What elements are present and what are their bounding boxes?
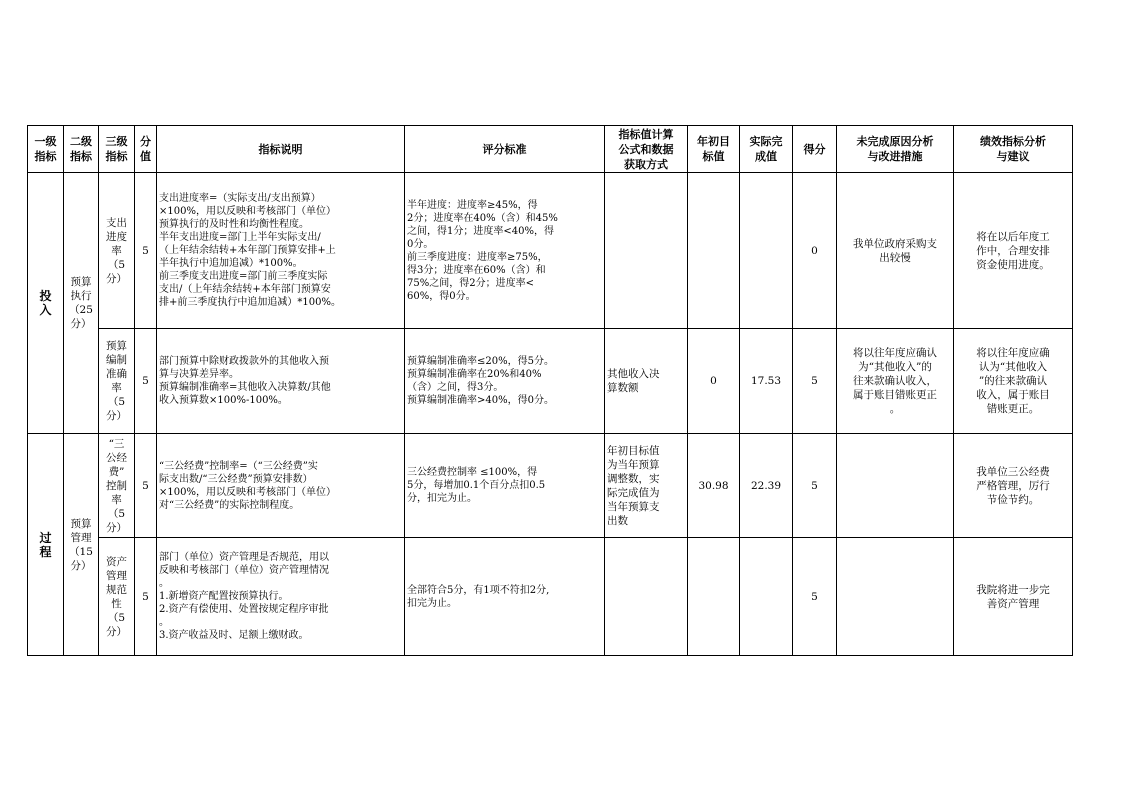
description-cell: 部门预算中除财政拨款外的其他收入预 算与决算差异率。 预算编制准确率=其他收入决算数/其他 收入预算数×100%-100%。 <box>157 329 405 434</box>
score-value-cell: 5 <box>135 329 157 434</box>
table-row <box>28 173 1073 329</box>
actual-cell: 17.53 <box>740 329 793 434</box>
header-score: 得分 <box>793 126 837 173</box>
description-cell: 支出进度率=（实际支出/支出预算） ×100%，用以反映和考核部门（单位） 预算执行的及时性和均衡性程度。 半年支出进度=部门上半年实际支出/ （上年结余结转+本年部门预算安排+上 半年执行中追加追减）*100%。 前三季度支出进度=部门前三季度实际 支出/（上年结余结转+本年部门预算安 排+前三季度执行中追加追减）*100%。 <box>157 173 405 329</box>
target-cell <box>688 173 740 329</box>
level3-cell: 预算 编制 准确 率 （5 分） <box>99 329 135 434</box>
criteria-cell: 全部符合5分，有1项不符扣2分, 扣完为止。 <box>405 538 605 656</box>
header-level3: 三级 指标 <box>99 126 135 173</box>
level2-cell: 预算 管理 （15 分） <box>64 434 99 656</box>
header-score-value: 分 值 <box>135 126 157 173</box>
level1-cell: 过 程 <box>28 434 64 656</box>
actual-cell: 22.39 <box>740 434 793 538</box>
target-cell: 0 <box>688 329 740 434</box>
header-description: 指标说明 <box>157 126 405 173</box>
criteria-cell: 预算编制准确率≤20%，得5分。 预算编制准确率在20%和40% （含）之间，得3分。 预算编制准确率>40%，得0分。 <box>405 329 605 434</box>
level3-cell: 支出 进度 率 （5 分） <box>99 173 135 329</box>
header-row <box>28 126 1073 173</box>
target-cell: 30.98 <box>688 434 740 538</box>
reason-cell: 我单位政府采购支 出较慢 <box>837 173 954 329</box>
description-cell: 部门（单位）资产管理是否规范，用以 反映和考核部门（单位）资产管理情况 。 1.新增资产配置按预算执行。 2.资产有偿使用、处置按规定程序审批 。 3.资产收益及时、足额上缴财政。 <box>157 538 405 656</box>
table-row <box>28 538 1073 656</box>
score-cell: 5 <box>793 538 837 656</box>
criteria-cell: 三公经费控制率 ≤100%，得 5分，每增加0.1个百分点扣0.5 分，扣完为止。 <box>405 434 605 538</box>
description-cell: “三公经费”控制率=（“三公经费”实 际支出数/“三公经费”预算安排数） ×100%，用以反映和考核部门（单位） 对“三公经费”的实际控制程度。 <box>157 434 405 538</box>
reason-cell: 将以往年度应确认 为“其他收入”的 往来款确认收入， 属于账目错账更正 。 <box>837 329 954 434</box>
header-level1: 一级 指标 <box>28 126 64 173</box>
header-criteria: 评分标准 <box>405 126 605 173</box>
suggestion-cell: 我院将进一步完 善资产管理 <box>954 538 1073 656</box>
table-row <box>28 329 1073 434</box>
score-value-cell: 5 <box>135 173 157 329</box>
formula-cell <box>605 538 688 656</box>
suggestion-cell: 将在以后年度工 作中，合理安排 资金使用进度。 <box>954 173 1073 329</box>
score-cell: 5 <box>793 434 837 538</box>
score-cell: 0 <box>793 173 837 329</box>
performance-table-sheet <box>27 125 1072 656</box>
header-target: 年初目 标值 <box>688 126 740 173</box>
score-value-cell: 5 <box>135 538 157 656</box>
header-actual: 实际完 成值 <box>740 126 793 173</box>
reason-cell <box>837 538 954 656</box>
header-reason: 未完成原因分析 与改进措施 <box>837 126 954 173</box>
level1-cell: 投 入 <box>28 173 64 434</box>
performance-evaluation-table <box>27 125 1073 656</box>
table-row <box>28 434 1073 538</box>
header-suggestion: 绩效指标分析 与建议 <box>954 126 1073 173</box>
target-cell <box>688 538 740 656</box>
suggestion-cell: 将以往年度应确 认为“其他收入 ”的往来款确认 收入，属于账目 错账更正。 <box>954 329 1073 434</box>
reason-cell <box>837 434 954 538</box>
level3-cell: “三 公经 费” 控制 率 （5 分） <box>99 434 135 538</box>
score-value-cell: 5 <box>135 434 157 538</box>
header-level2: 二级 指标 <box>64 126 99 173</box>
formula-cell: 其他收入决 算数额 <box>605 329 688 434</box>
score-cell: 5 <box>793 329 837 434</box>
header-formula: 指标值计算 公式和数据 获取方式 <box>605 126 688 173</box>
level2-cell: 预算 执行 （25 分） <box>64 173 99 434</box>
actual-cell <box>740 173 793 329</box>
actual-cell <box>740 538 793 656</box>
level3-cell: 资产 管理 规范 性 （5 分） <box>99 538 135 656</box>
formula-cell <box>605 173 688 329</box>
formula-cell: 年初目标值 为当年预算 调整数，实 际完成值为 当年预算支 出数 <box>605 434 688 538</box>
suggestion-cell: 我单位三公经费 严格管理，厉行 节俭节约。 <box>954 434 1073 538</box>
criteria-cell: 半年进度：进度率≥45%，得 2分；进度率在40%（含）和45% 之间，得1分；进度率<40%，得 0分。 前三季度进度：进度率≥75%， 得3分；进度率在60%（含）和 75%之间，得2分；进度率< 60%，得0分。 <box>405 173 605 329</box>
